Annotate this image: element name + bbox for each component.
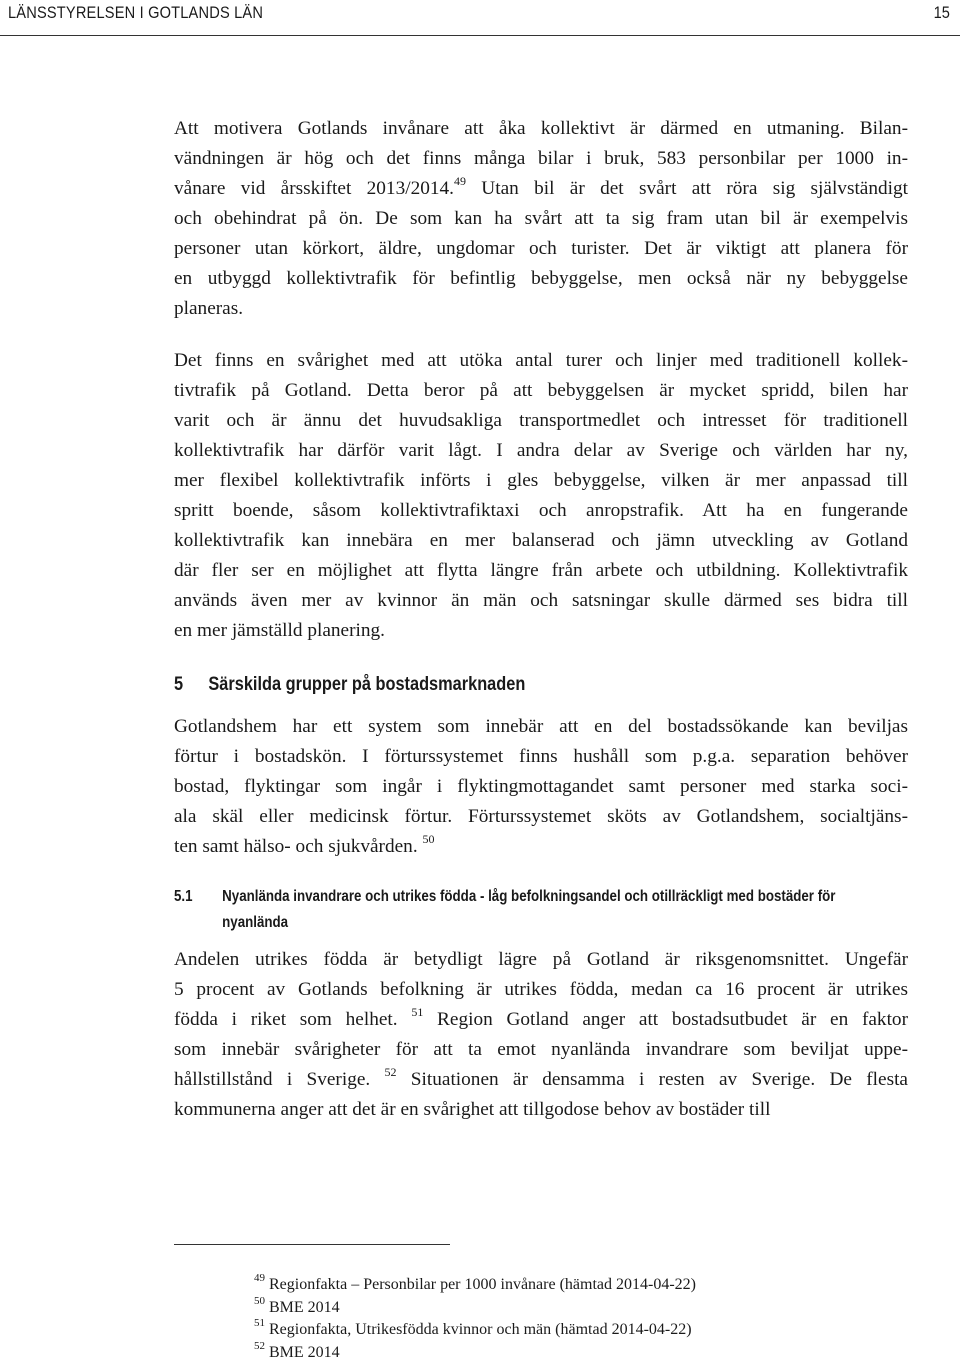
footnote-text: Regionfakta – Personbilar per 1000 invånare (hämtad 2014-04-22) bbox=[265, 1276, 696, 1293]
section-heading-5 bbox=[174, 674, 525, 696]
text-line: kommunerna anger att det är en svårighet att tillgodose behov av bostäder till bbox=[174, 1095, 908, 1125]
footnote-ref: 52 bbox=[385, 1065, 397, 1079]
text-line: mer flexibel kollektivtrafik införts i gles bebyggelse, vilken är mer anpassad till bbox=[174, 466, 908, 496]
text-segment: hållstillstånd i Sverige. bbox=[174, 1069, 385, 1090]
paragraph-traditional-transit-difficulty bbox=[174, 346, 908, 646]
footnote-text: Regionfakta, Utrikesfödda kvinnor och män (hämtad 2014-04-22) bbox=[265, 1321, 692, 1338]
text-segment: Utan bil är det svårt att röra sig självständigt bbox=[466, 178, 908, 199]
text-line: bostad, flyktingar som ingår i flyktingmottagandet samt personer med starka soci- bbox=[174, 772, 908, 802]
footnote bbox=[254, 1319, 696, 1342]
section-title: Särskilda grupper på bostadsmarknaden bbox=[208, 674, 525, 695]
section-title-continued: nyanlända bbox=[222, 914, 288, 931]
text-segment: Region Gotland anger att bostadsutbudet är en faktor bbox=[423, 1009, 908, 1030]
text-segment: vånare vid årsskiftet 2013/2014. bbox=[174, 178, 454, 199]
footnote bbox=[254, 1297, 696, 1320]
text-line: varit och är ännu det huvudsakliga transportmedlet och intresset för traditionell bbox=[174, 406, 908, 436]
text-line: Det finns en svårighet med att utöka antal turer och linjer med traditionell kollek- bbox=[174, 346, 908, 376]
text-line: Gotlandshem har ett system som innebär att en del bostadssökande kan beviljas bbox=[174, 712, 908, 742]
footnote-number: 49 bbox=[254, 1272, 265, 1284]
section-heading-5-1 bbox=[174, 884, 943, 936]
text-line: en utbyggd kollektivtrafik för befintlig bebyggelse, men också när ny bebyggelse bbox=[174, 264, 908, 294]
text-segment: födda i riket som helhet. bbox=[174, 1009, 411, 1030]
text-line bbox=[174, 174, 908, 204]
footnote-number: 52 bbox=[254, 1339, 265, 1351]
heading-line bbox=[174, 910, 835, 936]
header-title: LÄNSSTYRELSEN I GOTLANDS LÄN bbox=[8, 3, 263, 23]
heading-line bbox=[174, 884, 835, 910]
section-title: Nyanlända invandrare och utrikes födda - låg befolkningsandel och otillräckligt med bostäder för bbox=[222, 888, 835, 905]
footnote-text: BME 2014 bbox=[265, 1344, 340, 1361]
text-line: ala skäl eller medicinsk förtur. Förturssystemet sköts av Gotlandshem, socialtjäns- bbox=[174, 802, 908, 832]
text-line: 5 procent av Gotlands befolkning är utrikes födda, medan ca 16 procent är utrikes bbox=[174, 975, 908, 1005]
text-line: kollektivtrafik har därför varit lågt. I andra delar av Sverige och världen har ny, bbox=[174, 436, 908, 466]
text-line: personer utan körkort, äldre, ungdomar och turister. Det är viktigt att planera för bbox=[174, 234, 908, 264]
paragraph-public-transport-motivation bbox=[174, 114, 908, 324]
header-rule bbox=[0, 35, 960, 36]
text-line: kollektivtrafik kan innebära en mer balanserad och jämn utveckling av Gotland bbox=[174, 526, 908, 556]
text-line bbox=[174, 1065, 908, 1095]
footnote bbox=[254, 1274, 696, 1297]
paragraph-foreign-born-share bbox=[174, 945, 908, 1125]
text-line: Att motivera Gotlands invånare att åka kollektivt är därmed en utmaning. Bilan- bbox=[174, 114, 908, 144]
section-number: 5.1 bbox=[174, 884, 222, 910]
text-line: planeras. bbox=[174, 294, 908, 324]
text-segment: Situationen är densamma i resten av Sverige. De flesta bbox=[397, 1069, 908, 1090]
footnote-separator bbox=[174, 1244, 450, 1245]
text-line: en mer jämställd planering. bbox=[174, 616, 908, 646]
footnote bbox=[254, 1342, 696, 1364]
text-segment: ten samt hälso- och sjukvården. bbox=[174, 836, 422, 857]
footnotes bbox=[254, 1274, 696, 1364]
text-line: tivtrafik på Gotland. Detta beror på att bebyggelsen är mycket spridd, bilen har bbox=[174, 376, 908, 406]
text-line bbox=[174, 1005, 908, 1035]
footnote-ref: 50 bbox=[422, 832, 434, 846]
text-line: och obehindrat på ön. De som kan ha svårt att ta sig fram utan bil är exempelvis bbox=[174, 204, 908, 234]
running-header bbox=[0, 0, 960, 36]
section-number: 5 bbox=[174, 674, 208, 696]
text-line: förtur i bostadskön. I förturssystemet finns hushåll som p.g.a. separation behöver bbox=[174, 742, 908, 772]
text-line: spritt boende, såsom kollektivtrafiktaxi och anropstrafik. Att ha en fungerande bbox=[174, 496, 908, 526]
footnote-ref: 51 bbox=[411, 1005, 423, 1019]
footnote-text: BME 2014 bbox=[265, 1299, 340, 1316]
text-line: där fler ser en möjlighet att flytta längre från arbete och utbildning. Kollektivtrafik bbox=[174, 556, 908, 586]
footnote-number: 51 bbox=[254, 1317, 265, 1329]
footnote-number: 50 bbox=[254, 1294, 265, 1306]
paragraph-priority-housing bbox=[174, 712, 908, 862]
footnote-ref: 49 bbox=[454, 174, 466, 188]
text-line: Andelen utrikes födda är betydligt lägre på Gotland är riksgenomsnittet. Ungefär bbox=[174, 945, 908, 975]
text-line bbox=[174, 832, 908, 862]
page-number: 15 bbox=[934, 3, 950, 23]
text-line: som innebär svårigheter för att ta emot nyanlända invandrare som beviljat uppe- bbox=[174, 1035, 908, 1065]
text-line: vändningen är hög och det finns många bilar i bruk, 583 personbilar per 1000 in- bbox=[174, 144, 908, 174]
text-line: används även mer av kvinnor än män och satsningar skulle därmed ses bidra till bbox=[174, 586, 908, 616]
